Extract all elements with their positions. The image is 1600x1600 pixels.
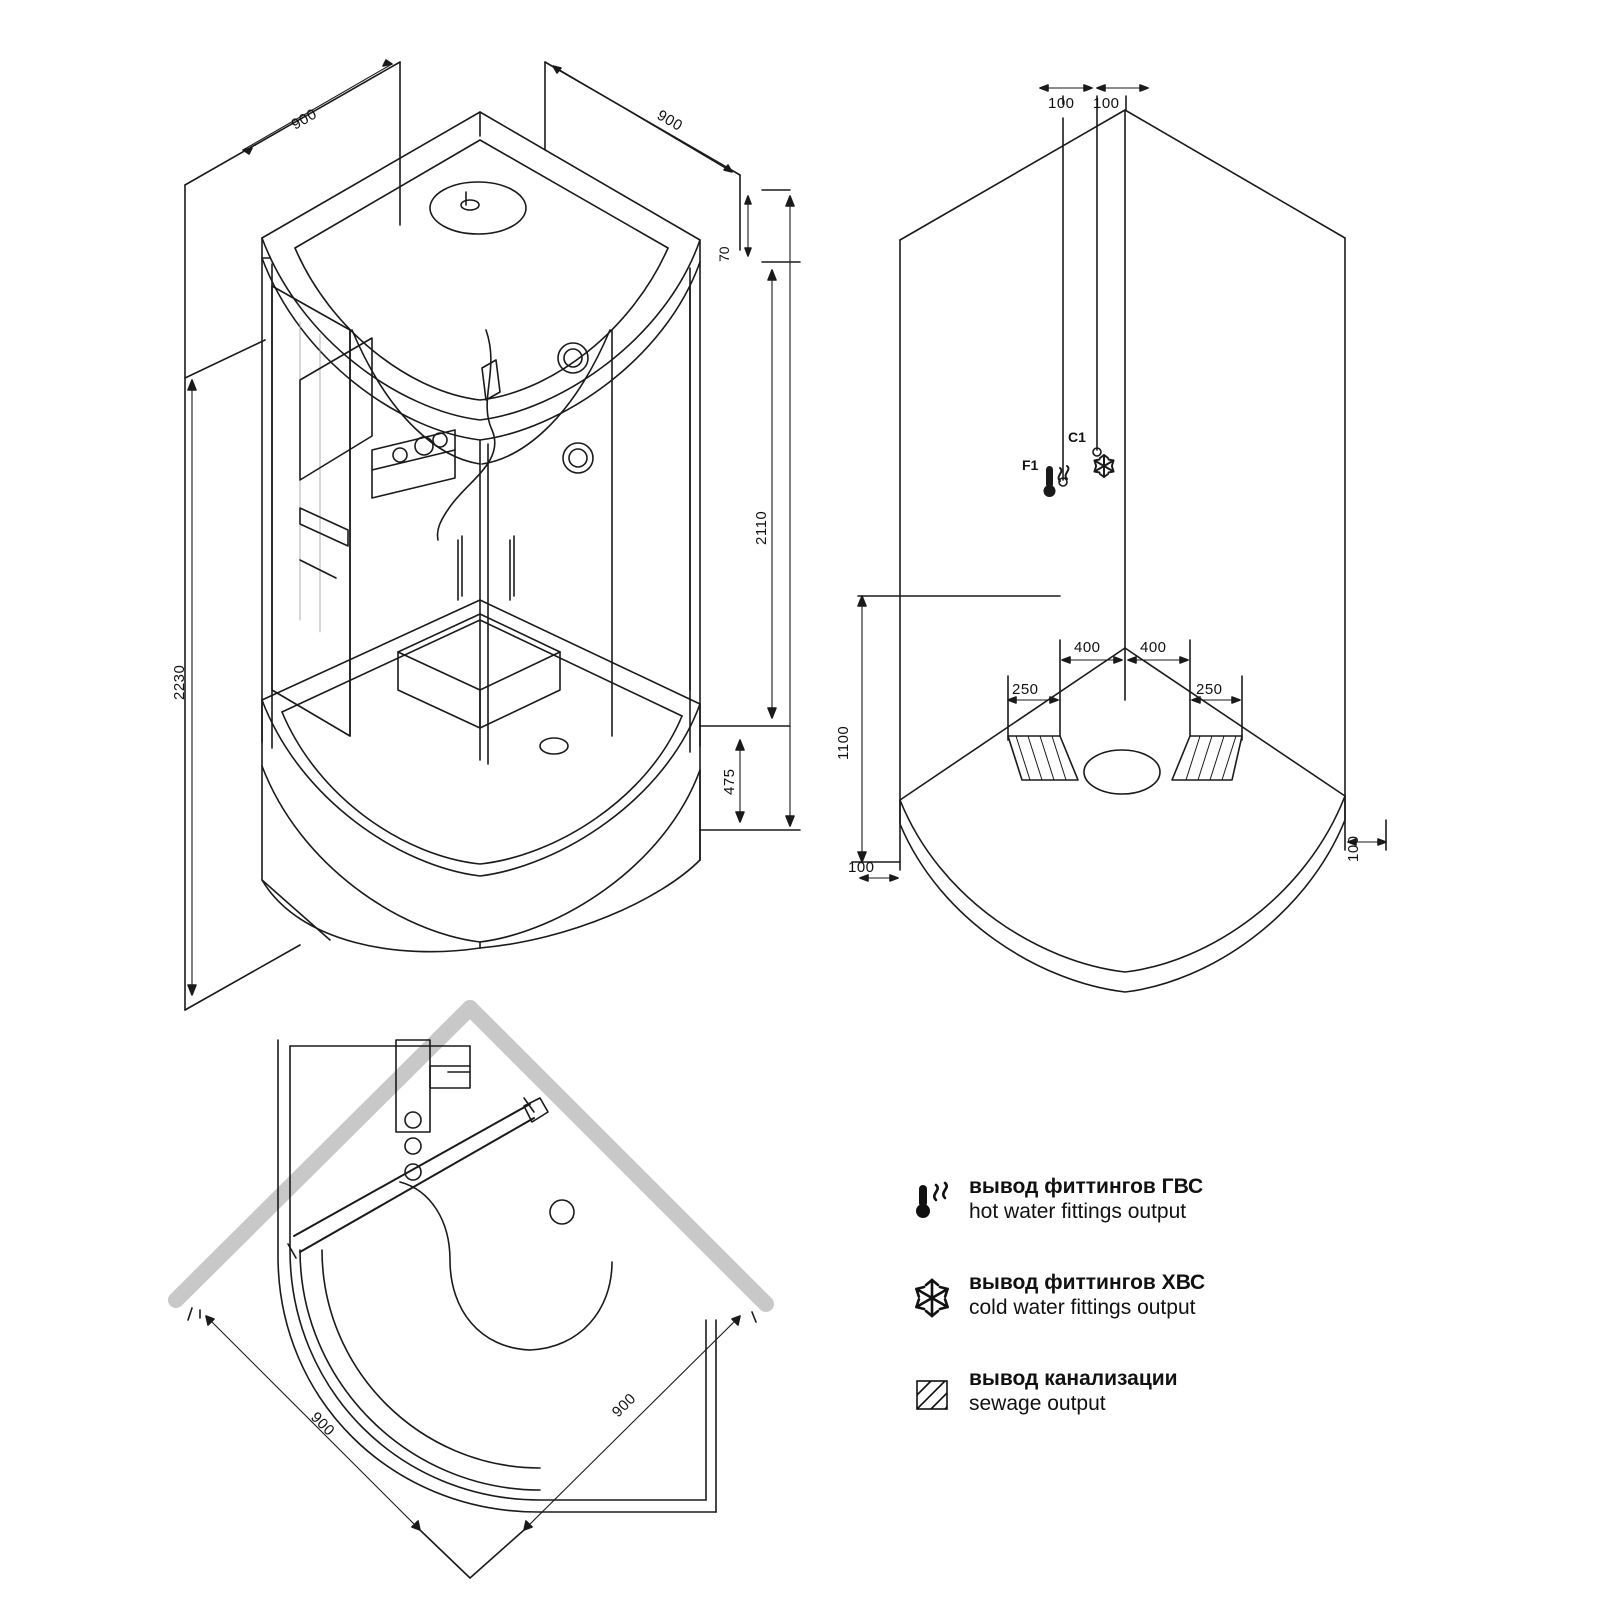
wall-view-geometry [852, 85, 1386, 992]
legend-label-ru: вывод фиттингов ХВС [969, 1271, 1206, 1294]
legend-label-en: hot water fittings output [969, 1199, 1187, 1223]
dim-top-left-900: 900 [288, 105, 320, 134]
dim-plan-right-900: 900 [608, 1390, 640, 1421]
legend-label-ru: вывод канализации [969, 1367, 1178, 1390]
legend-label-en: sewage output [969, 1391, 1106, 1415]
dim-cabin-2110: 2110 [753, 510, 770, 545]
marker-f1: F1 [1022, 457, 1039, 473]
dim-floor-left-100: 100 [848, 859, 875, 876]
marker-c1: C1 [1068, 429, 1086, 445]
dim-hot-100: 100 [1048, 95, 1075, 112]
legend-item-sewage [895, 1367, 1535, 1417]
legend [895, 1175, 1535, 1463]
snowflake-icon [895, 1271, 969, 1321]
dim-height-1100: 1100 [835, 725, 852, 760]
dim-right-250: 250 [1196, 681, 1223, 698]
dim-floor-right-100: 100 [1345, 835, 1362, 862]
dim-tray-475: 475 [721, 768, 738, 795]
dim-plan-left-900: 900 [307, 1408, 338, 1440]
dim-right-400: 400 [1140, 639, 1167, 656]
legend-item-cold-water [895, 1271, 1535, 1321]
dim-left-250: 250 [1012, 681, 1039, 698]
thermometer-heat-icon [895, 1175, 969, 1225]
dim-left-400: 400 [1074, 639, 1101, 656]
legend-label-en: cold water fittings output [969, 1295, 1196, 1319]
dim-cold-100: 100 [1093, 95, 1120, 112]
legend-label-ru: вывод фиттингов ГВС [969, 1175, 1204, 1198]
dim-roof-70: 70 [716, 246, 732, 262]
dim-top-right-900: 900 [654, 106, 686, 135]
dim-overall-2230: 2230 [171, 664, 188, 700]
hatched-square-icon [895, 1367, 969, 1417]
legend-item-hot-water [895, 1175, 1535, 1225]
plan-view-geometry [176, 1008, 766, 1578]
iso-view-geometry [185, 60, 800, 1010]
